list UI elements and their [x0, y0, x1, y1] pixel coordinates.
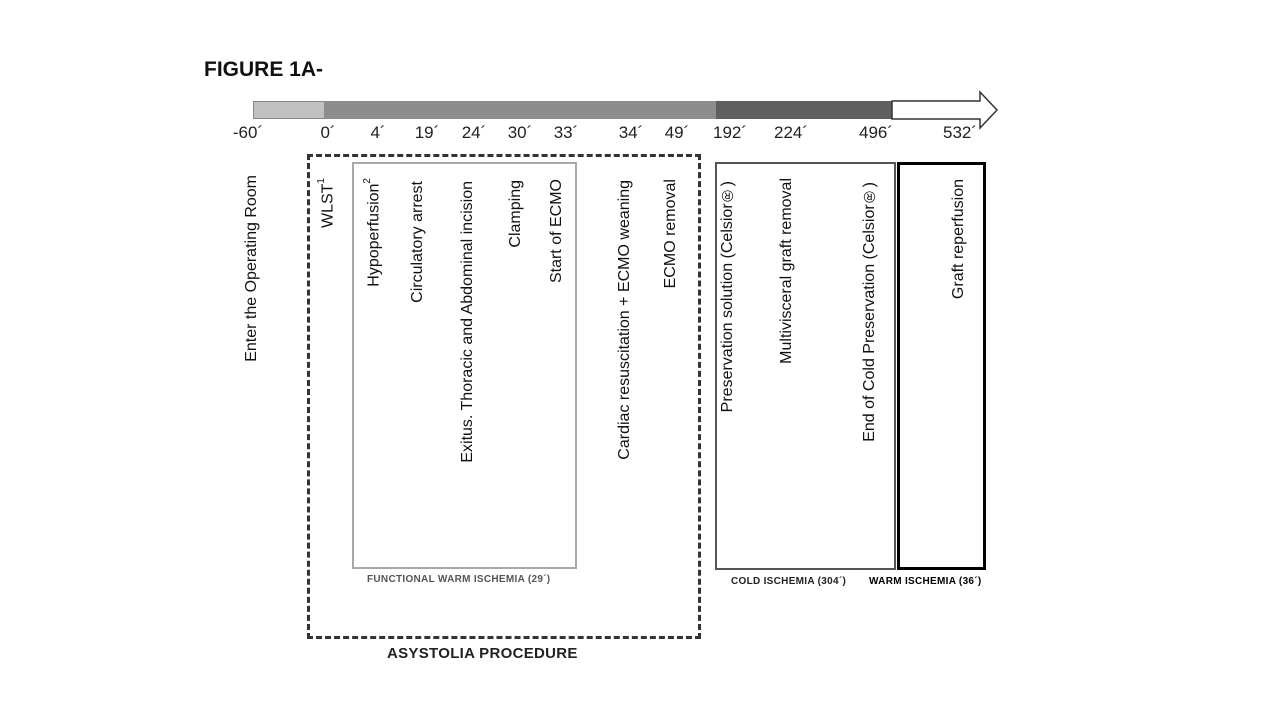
timeline-segment-pre — [253, 101, 324, 119]
event-circulatory-arrest: Circulatory arrest — [409, 181, 426, 303]
event-wlst — [316, 178, 337, 228]
event-graft-reperfusion: Graft reperfusion — [950, 179, 967, 300]
event-multivisceral-graft-removal: Multivisceral graft removal — [778, 178, 795, 364]
event-wlst-text: WLST — [319, 183, 337, 229]
tick-19: 19´ — [414, 123, 440, 142]
caption-functional-warm-ischemia: FUNCTIONAL WARM ISCHEMIA (29´) — [367, 574, 551, 585]
event-ecmo-removal: ECMO removal — [662, 179, 679, 289]
caption-asystolia-procedure: ASYSTOLIA PROCEDURE — [387, 645, 578, 662]
event-wlst-note: 1 — [316, 178, 327, 184]
tick-0: 0´ — [320, 123, 336, 142]
tick-33: 33´ — [553, 123, 579, 142]
caption-cold-ischemia: COLD ISCHEMIA (304´) — [731, 576, 847, 587]
timeline-segment-cold — [716, 101, 892, 119]
event-hypoperfusion — [362, 178, 383, 287]
tick-192: 192´ — [712, 123, 748, 142]
event-preservation-solution: Preservation solution (Celsior®) — [719, 181, 736, 413]
event-enter-operating-room: Enter the Operating Room — [243, 175, 260, 362]
figure-title: FIGURE 1A- — [204, 58, 324, 81]
event-end-cold-preservation: End of Cold Preservation (Celsior®) — [861, 182, 878, 442]
tick-minus60: -60´ — [232, 123, 264, 142]
tick-30: 30´ — [507, 123, 533, 142]
warm-ischemia-box — [897, 162, 986, 570]
event-start-ecmo: Start of ECMO — [548, 179, 565, 284]
caption-warm-ischemia: WARM ISCHEMIA (36´) — [869, 576, 982, 587]
timeline-segment-functional-warm — [324, 101, 716, 119]
tick-496: 496´ — [858, 123, 894, 142]
event-hypoperfusion-note: 2 — [362, 178, 373, 184]
tick-34: 34´ — [618, 123, 644, 142]
event-cardiac-resuscitation: Cardiac resuscitation + ECMO weaning — [616, 180, 633, 460]
event-clamping: Clamping — [507, 180, 524, 248]
timeline-arrow-icon — [880, 90, 1000, 130]
tick-4: 4´ — [370, 123, 386, 142]
tick-532: 532´ — [942, 123, 978, 142]
event-hypoperfusion-text: Hypoperfusion — [365, 183, 383, 287]
tick-24: 24´ — [461, 123, 487, 142]
tick-224: 224´ — [773, 123, 809, 142]
tick-49: 49´ — [664, 123, 690, 142]
event-exitus-incision: Exitus. Thoracic and Abdominal incision — [459, 181, 476, 463]
